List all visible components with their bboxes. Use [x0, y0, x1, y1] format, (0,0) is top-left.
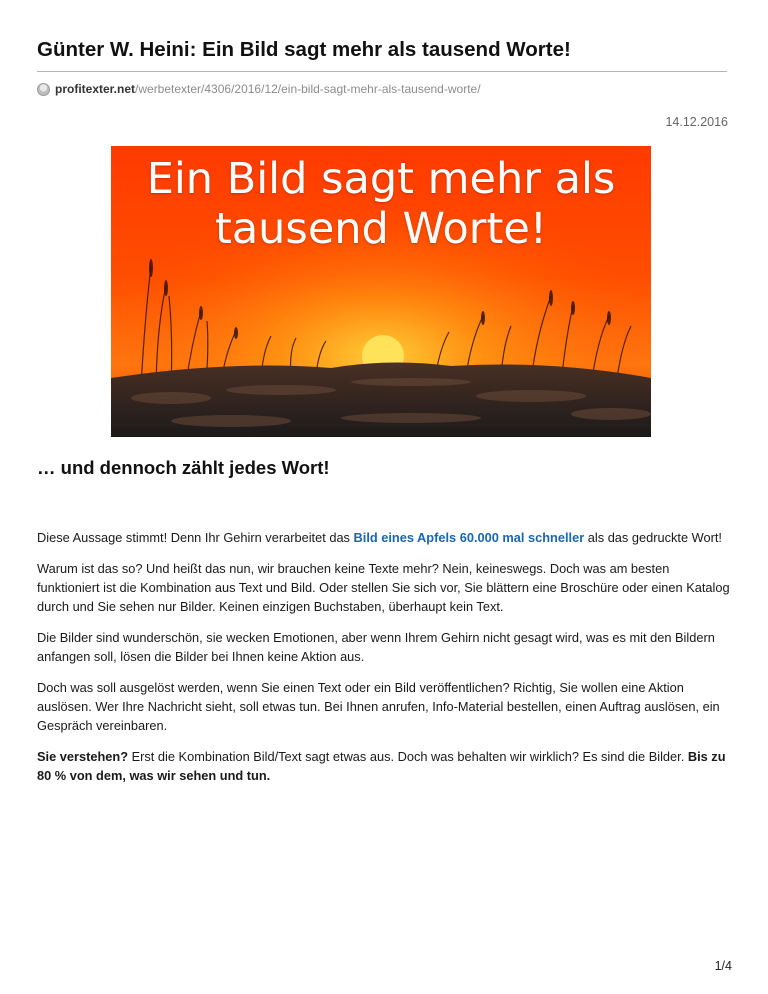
page-number: 1/4 — [714, 959, 732, 973]
paragraph-5-text: Erst die Kombination Bild/Text sagt etwas aus. Doch was behalten wir wirklich? Es sind die Bilder. — [128, 749, 688, 764]
source-path[interactable]: /werbetexter/4306/2016/12/ein-bild-sagt-mehr-als-tausend-worte/ — [135, 82, 481, 96]
paragraph-4: Doch was soll ausgelöst werden, wenn Sie einen Text oder ein Bild veröffentlichen? Richtig, Sie wollen eine Aktion auslösen. Wer Ihre Nachricht sieht, soll etwas tun. Bei Ihnen anrufen, Info-Material bestellen, einen Auftrag auslösen, ein Gespräch vereinbaren. — [37, 680, 720, 733]
article-body — [37, 528, 732, 797]
paragraph-5 — [37, 747, 732, 785]
paragraph-3: Die Bilder sind wunderschön, sie wecken Emotionen, aber wenn Ihrem Gehirn nicht gesagt wird, was es mit den Bildern anfangen soll, lösen die Bilder bei Ihnen keine Aktion aus. — [37, 630, 715, 664]
hero-caption — [111, 154, 651, 254]
paragraph-1-text: Diese Aussage stimmt! Denn Ihr Gehirn verarbeitet das — [37, 530, 354, 545]
apple-link[interactable]: Bild eines Apfels 60.000 mal schneller — [353, 530, 585, 545]
paragraph-1-text-end: als das gedruckte Wort! — [584, 530, 722, 545]
publish-date: 14.12.2016 — [665, 115, 728, 129]
hero-caption-line1: Ein Bild sagt mehr als — [146, 154, 616, 204]
source-line[interactable] — [37, 80, 481, 98]
hero-caption-line2: tausend Worte! — [214, 204, 548, 254]
hero-image — [111, 146, 651, 437]
page-title: Günter W. Heini: Ein Bild sagt mehr als tausend Worte! — [37, 38, 571, 61]
source-domain[interactable]: profitexter.net — [55, 82, 136, 96]
globe-icon — [37, 83, 50, 96]
paragraph-2: Warum ist das so? Und heißt das nun, wir brauchen keine Texte mehr? Nein, keineswegs. Doch was am besten funktioniert ist die Kombination aus Text und Bild. Oder stellen Sie sich vor, Sie blättern eine Broschüre oder einen Katalog durch und Sie sehen nur Bilder. Keinen einzigen Buchstaben, überhaupt kein Text. — [37, 561, 730, 614]
paragraph-5-emphasis: Bis zu 80 % von dem, was wir sehen und tun. — [37, 749, 726, 783]
paragraph-5-lead: Sie verstehen? — [37, 749, 129, 764]
title-divider — [37, 71, 727, 72]
paragraph-1 — [37, 528, 732, 547]
subheading: … und dennoch zählt jedes Wort! — [37, 457, 330, 478]
